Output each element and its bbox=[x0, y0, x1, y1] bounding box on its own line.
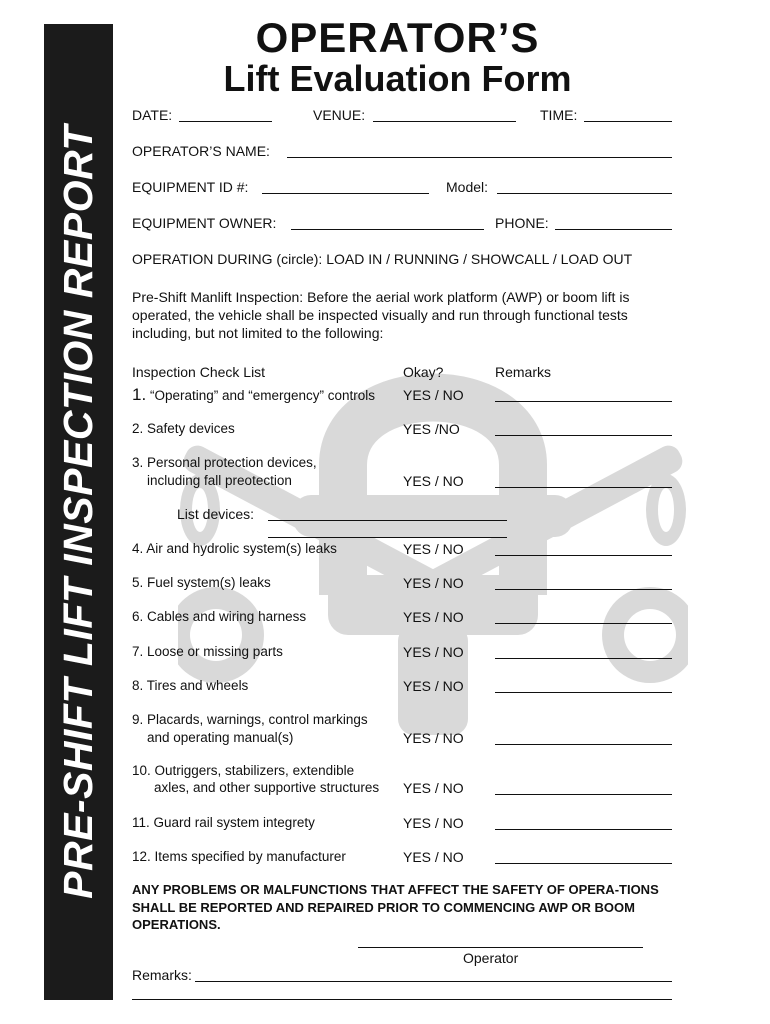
checklist-item-10-line2: axles, and other supportive structures bbox=[154, 780, 380, 795]
checklist-header-item: Inspection Check List bbox=[132, 364, 266, 380]
form-subtitle: Lift Evaluation Form bbox=[223, 58, 572, 99]
time-field[interactable] bbox=[584, 121, 672, 122]
equipment-id-label: EQUIPMENT ID #: bbox=[132, 179, 249, 195]
checklist-header-remarks: Remarks bbox=[495, 364, 552, 380]
operation-during-label: OPERATION DURING (circle): LOAD IN / RUNNING / SHOWCALL / LOAD OUT bbox=[132, 251, 633, 267]
equipment-owner-label: EQUIPMENT OWNER: bbox=[132, 215, 277, 231]
remarks-field-1[interactable] bbox=[495, 401, 672, 402]
item-text: “Operating” and “emergency” controls bbox=[149, 388, 376, 403]
item-number: 1. bbox=[132, 385, 147, 404]
yes-no-11[interactable]: YES / NO bbox=[403, 815, 464, 831]
operator-signature-label: Operator bbox=[463, 950, 519, 966]
form-title: OPERATOR’S bbox=[255, 14, 540, 61]
remarks-field-2[interactable] bbox=[495, 435, 672, 436]
equipment-id-field[interactable] bbox=[262, 193, 429, 194]
venue-label: VENUE: bbox=[313, 107, 366, 123]
list-devices-field-1[interactable] bbox=[268, 520, 507, 521]
yes-no-7[interactable]: YES / NO bbox=[403, 644, 464, 660]
remarks-field-5[interactable] bbox=[495, 589, 672, 590]
checklist-item-1 bbox=[132, 386, 375, 405]
checklist-item-3: 3. Personal protection devices, bbox=[132, 455, 317, 470]
checklist-header-okay: Okay? bbox=[403, 364, 444, 380]
remarks-field-10[interactable] bbox=[495, 794, 672, 795]
checklist-item-12: 12. Items specified by manufacturer bbox=[132, 849, 346, 864]
checklist-item-3-line2: including fall preotection bbox=[147, 473, 292, 488]
remarks-field-4[interactable] bbox=[495, 555, 672, 556]
remarks-field-line-2[interactable] bbox=[132, 999, 672, 1000]
phone-field[interactable] bbox=[555, 229, 672, 230]
equipment-owner-field[interactable] bbox=[291, 229, 484, 230]
remarks-field-8[interactable] bbox=[495, 692, 672, 693]
date-field[interactable] bbox=[179, 121, 272, 122]
yes-no-5[interactable]: YES / NO bbox=[403, 575, 464, 591]
sidebar-title: PRE-SHIFT LIFT INSPECTION REPORT bbox=[55, 125, 101, 899]
checklist-item-9-line2: and operating manual(s) bbox=[147, 730, 294, 745]
checklist-item-9: 9. Placards, warnings, control markings bbox=[132, 712, 368, 727]
operator-name-label: OPERATOR’S NAME: bbox=[132, 143, 270, 159]
operator-signature-field[interactable] bbox=[358, 947, 643, 948]
remarks-field-3[interactable] bbox=[495, 487, 672, 488]
yes-no-2[interactable]: YES /NO bbox=[403, 421, 460, 437]
checklist-item-7: 7. Loose or missing parts bbox=[132, 644, 283, 659]
yes-no-6[interactable]: YES / NO bbox=[403, 609, 464, 625]
list-devices-field-2[interactable] bbox=[268, 537, 507, 538]
yes-no-10[interactable]: YES / NO bbox=[403, 780, 464, 796]
checklist-item-10: 10. Outriggers, stabilizers, extendible bbox=[132, 763, 355, 778]
remarks-field-line-1[interactable] bbox=[195, 981, 672, 982]
checklist-item-8: 8. Tires and wheels bbox=[132, 678, 249, 693]
yes-no-3[interactable]: YES / NO bbox=[403, 473, 464, 489]
date-label: DATE: bbox=[132, 107, 173, 123]
intro-paragraph: Pre-Shift Manlift Inspection: Before the aerial work platform (AWP) or boom lift is operated, the vehicle shall be inspected visually and run through functional tests including, but not limited to the following: bbox=[132, 289, 630, 341]
checklist-item-6: 6. Cables and wiring harness bbox=[132, 609, 307, 624]
safety-warning: ANY PROBLEMS OR MALFUNCTIONS THAT AFFECT THE SAFETY OF OPERA-TIONS SHALL BE REPORTED AND REPAIRED PRIOR TO COMMENCING AWP OR BOOM OPERATIONS. bbox=[132, 882, 659, 932]
remarks-field-11[interactable] bbox=[495, 829, 672, 830]
checklist-item-2: 2. Safety devices bbox=[132, 421, 235, 436]
model-label: Model: bbox=[446, 179, 489, 195]
time-label: TIME: bbox=[540, 107, 578, 123]
remarks-field-12[interactable] bbox=[495, 863, 672, 864]
checklist-item-4: 4. Air and hydrolic system(s) leaks bbox=[132, 541, 337, 556]
checklist-item-11: 11. Guard rail system integrety bbox=[132, 815, 315, 830]
remarks-field-9[interactable] bbox=[495, 744, 672, 745]
yes-no-12[interactable]: YES / NO bbox=[403, 849, 464, 865]
remarks-field-6[interactable] bbox=[495, 623, 672, 624]
checklist-item-5: 5. Fuel system(s) leaks bbox=[132, 575, 271, 590]
yes-no-1[interactable]: YES / NO bbox=[403, 387, 464, 403]
yes-no-8[interactable]: YES / NO bbox=[403, 678, 464, 694]
venue-field[interactable] bbox=[373, 121, 516, 122]
model-field[interactable] bbox=[497, 193, 672, 194]
yes-no-4[interactable]: YES / NO bbox=[403, 541, 464, 557]
remarks-field-7[interactable] bbox=[495, 658, 672, 659]
sidebar-banner bbox=[44, 24, 113, 1000]
yes-no-9[interactable]: YES / NO bbox=[403, 730, 464, 746]
phone-label: PHONE: bbox=[495, 215, 549, 231]
operator-name-field[interactable] bbox=[287, 157, 672, 158]
list-devices-label: List devices: bbox=[177, 506, 255, 522]
remarks-label: Remarks: bbox=[132, 967, 192, 983]
